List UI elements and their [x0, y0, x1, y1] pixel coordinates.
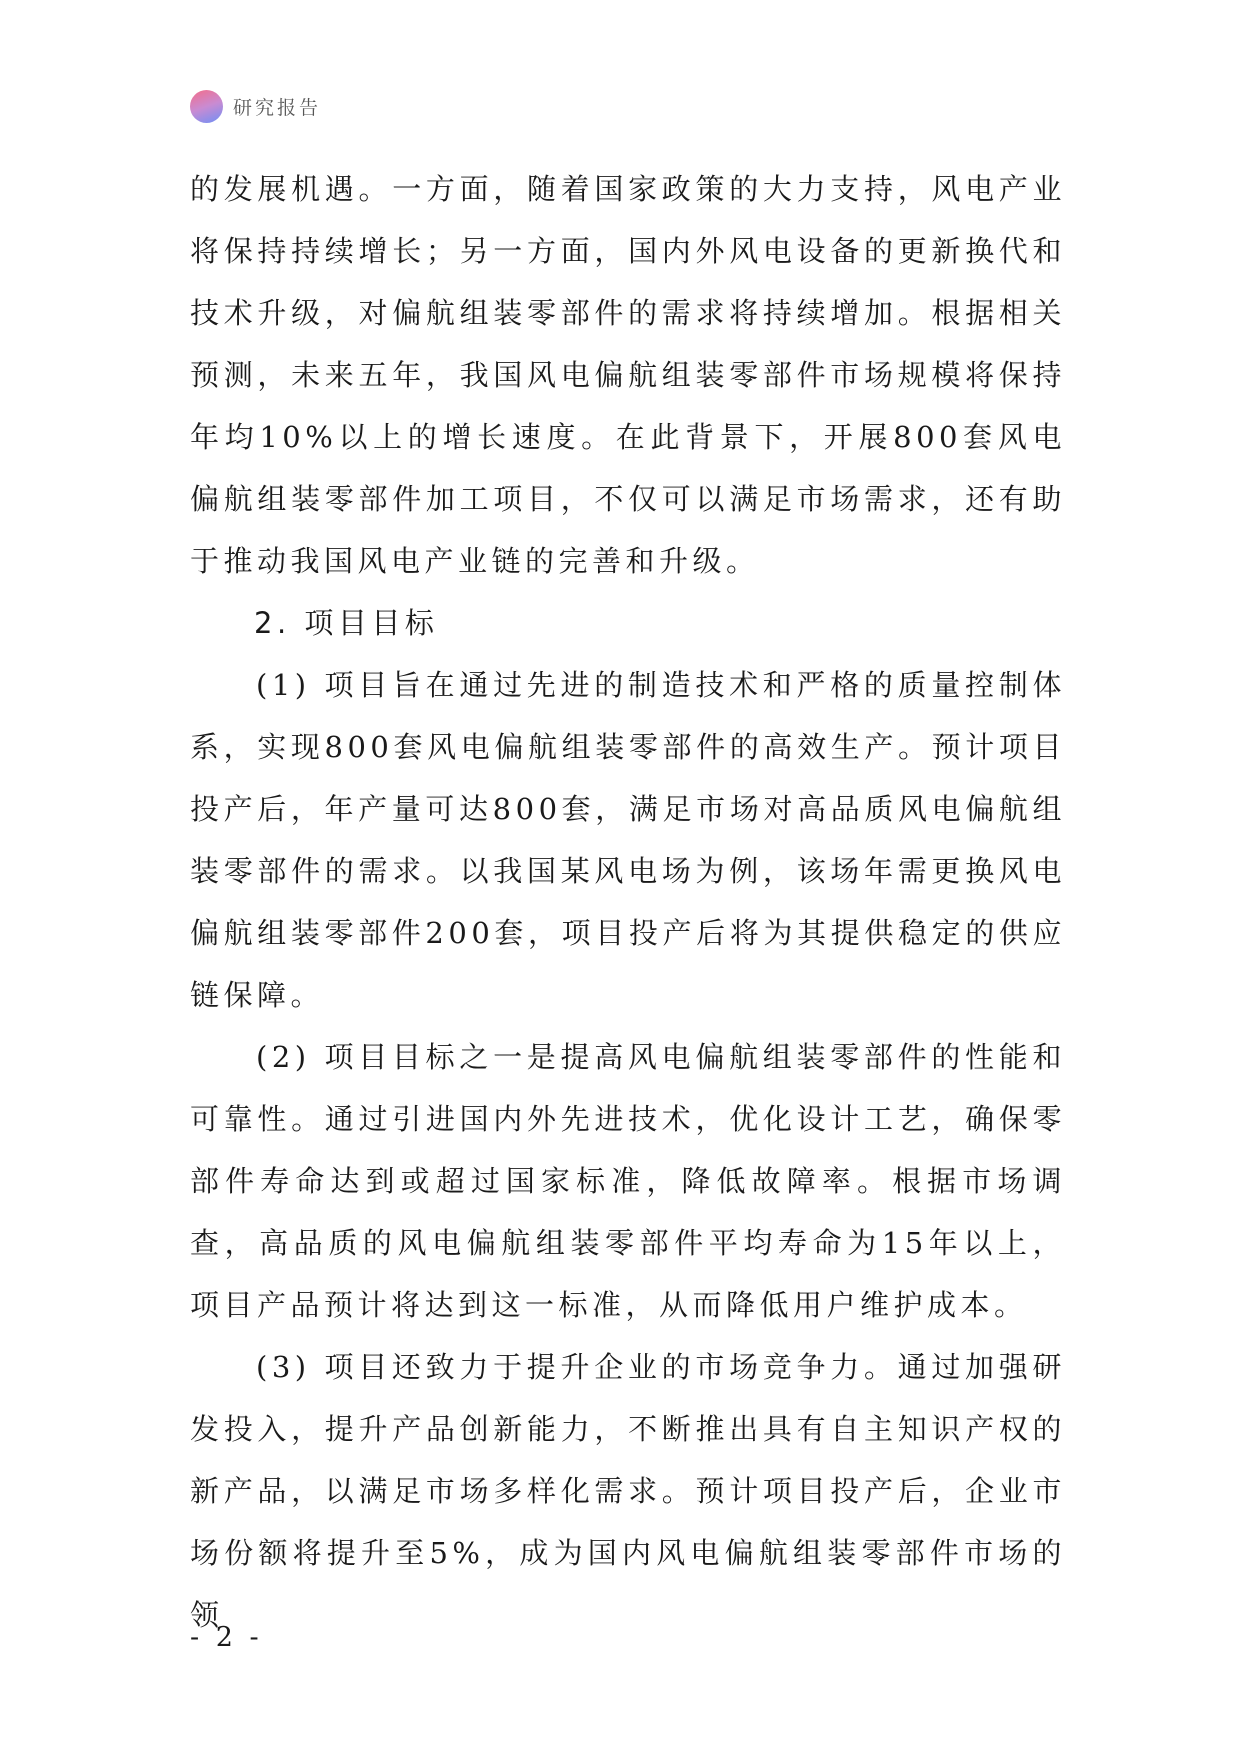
section-title: 项目目标 — [304, 606, 439, 640]
page-header — [190, 88, 321, 124]
section-heading — [190, 592, 1066, 654]
body-paragraph-continuation: 的发展机遇。一方面，随着国家政策的大力支持，风电产业将保持持续增长；另一方面，国内外风电设备的更新换代和技术升级，对偏航组装零部件的需求将持续增加。根据相关预测，未来五年，我国风电偏航组装零部件市场规模将保持年均10%以上的增长速度。在此背景下，开展800套风电偏航组装零部件加工项目，不仅可以满足市场需求，还有助于推动我国风电产业链的完善和升级。 — [190, 172, 1066, 578]
page-number: - 2 - — [190, 1622, 263, 1653]
objective-item-1: (1) 项目旨在通过先进的制造技术和严格的质量控制体系，实现800套风电偏航组装零部件的高效生产。预计项目投产后，年产量可达800套，满足市场对高品质风电偏航组装零部件的需求。以我国某风电场为例，该场年需更换风电偏航组装零部件200套，项目投产后将为其提供稳定的供应链保障。 — [190, 668, 1066, 1012]
header-title: 研究报告 — [233, 96, 322, 119]
section-number: 2. — [254, 606, 291, 640]
objective-item-3: (3) 项目还致力于提升企业的市场竞争力。通过加强研发投入，提升产品创新能力，不断推出具有自主知识产权的新产品，以满足市场多样化需求。预计项目投产后，企业市场份额将提升至5%，成为国内风电偏航组装零部件市场的领 — [190, 1350, 1066, 1632]
logo-circle-icon — [190, 90, 223, 123]
document-body — [190, 158, 1066, 1646]
objective-item-2: (2) 项目目标之一是提高风电偏航组装零部件的性能和可靠性。通过引进国内外先进技术，优化设计工艺，确保零部件寿命达到或超过国家标准，降低故障率。根据市场调查，高品质的风电偏航组装零部件平均寿命为15年以上，项目产品预计将达到这一标准，从而降低用户维护成本。 — [190, 1040, 1066, 1322]
